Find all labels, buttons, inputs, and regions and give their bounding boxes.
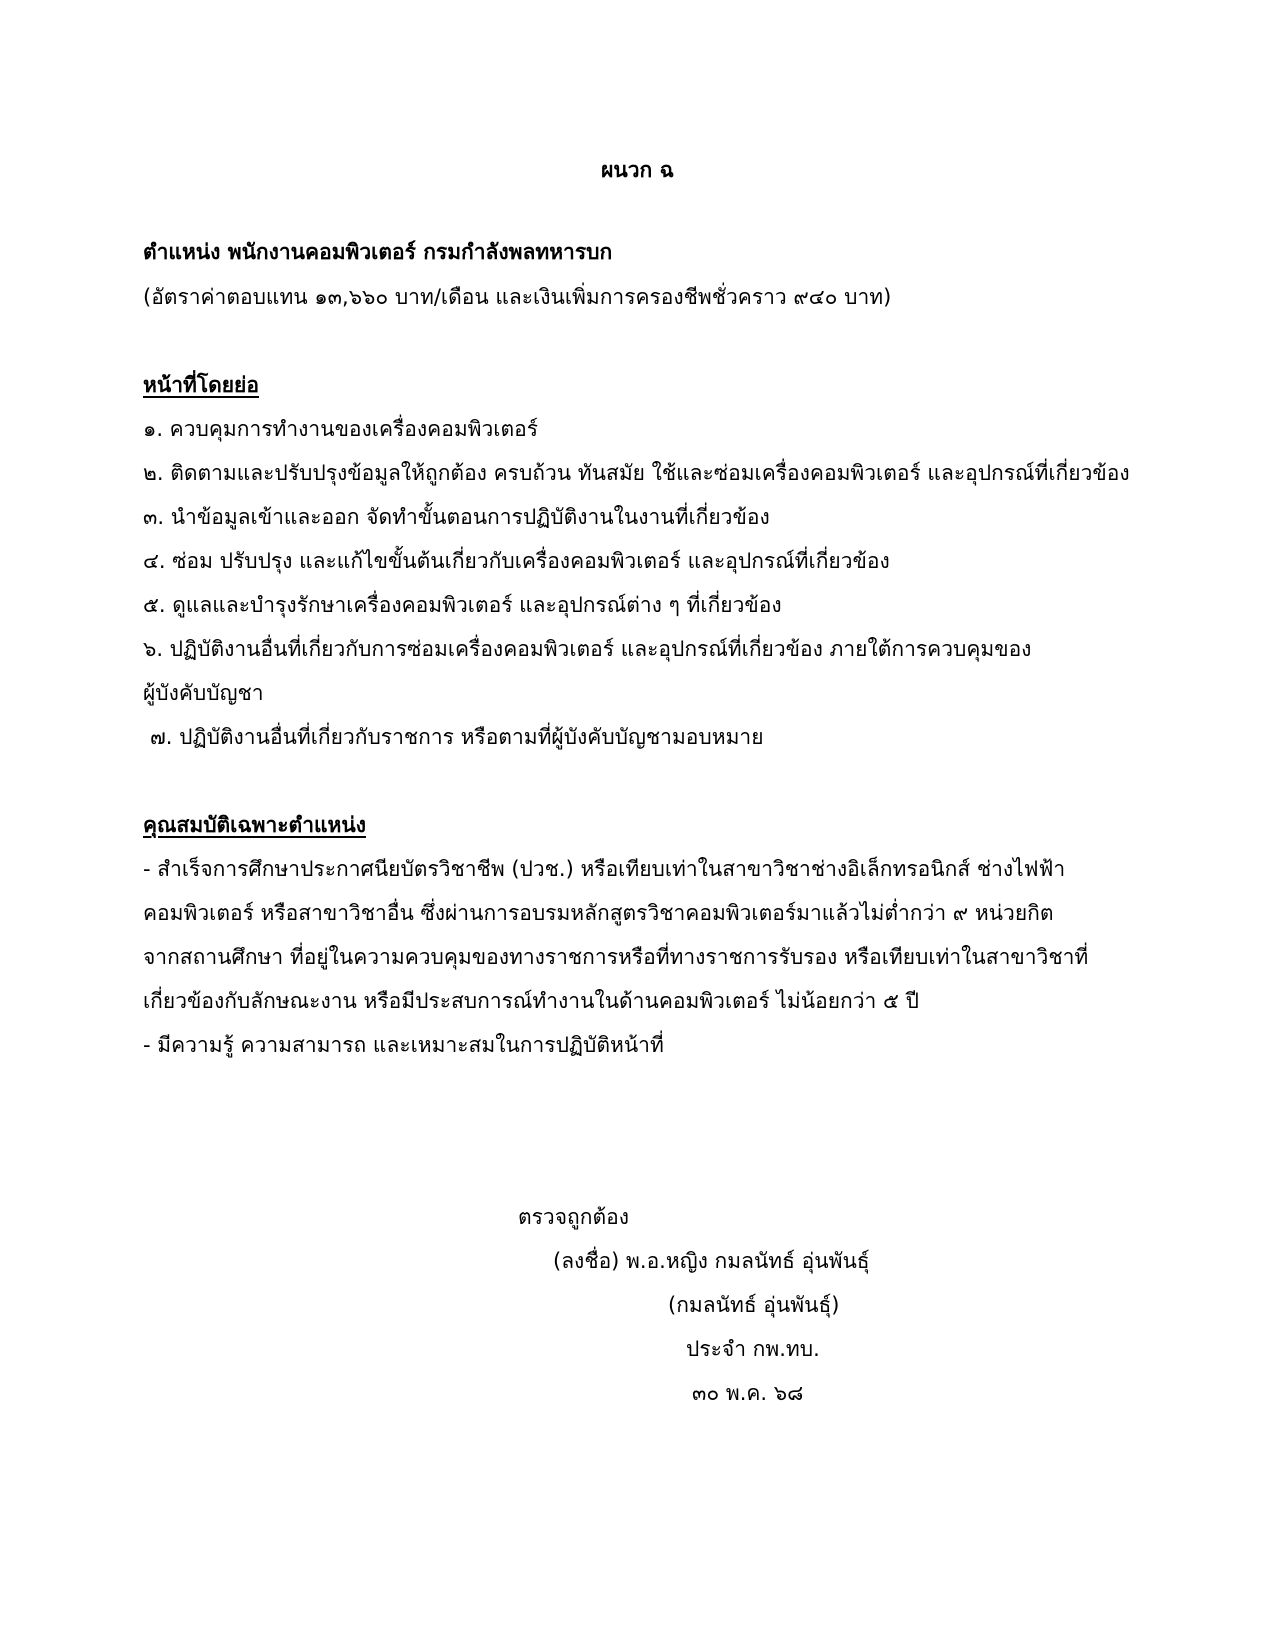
qualification-line-2: คอมพิวเตอร์ หรือสาขาวิชาอื่น ซึ่งผ่านการอบรมหลักสูตรวิชาคอมพิวเตอร์มาแล้วไม่ต่ำกว่า ๙ หน่วยกิต <box>143 901 1054 925</box>
position-title: ตำแหน่ง พนักงานคอมพิวเตอร์ กรมกำลังพลทหารบก <box>143 240 613 264</box>
qualifications-heading: คุณสมบัติเฉพาะตำแหน่ง <box>143 813 366 837</box>
duty-item-5: ๕. ดูแลและบำรุงรักษาเครื่องคอมพิวเตอร์ และอุปกรณ์ต่าง ๆ ที่เกี่ยวข้อง <box>143 593 782 617</box>
qualification-line-1: - สำเร็จการศึกษาประกาศนียบัตรวิชาชีพ (ปวช.) หรือเทียบเท่าในสาขาวิชาช่างอิเล็กทรอนิกส์ ช่างไฟฟ้า <box>143 857 1066 881</box>
office-label: ประจำ กพ.ทบ. <box>686 1337 820 1361</box>
compensation-text: (อัตราค่าตอบแทน ๑๓,๖๖๐ บาท/เดือน และเงินเพิ่มการครองชีพชั่วคราว ๙๔๐ บาท) <box>143 285 892 309</box>
duty-item-6-continuation: ผู้บังคับบัญชา <box>143 681 264 705</box>
duty-item-1: ๑. ควบคุมการทำงานของเครื่องคอมพิวเตอร์ <box>143 417 539 441</box>
duty-item-3: ๓. นำข้อมูลเข้าและออก จัดทำขั้นตอนการปฏิบัติงานในงานที่เกี่ยวข้อง <box>143 505 770 529</box>
duty-item-4: ๔. ซ่อม ปรับปรุง และแก้ไขขั้นต้นเกี่ยวกับเครื่องคอมพิวเตอร์ และอุปกรณ์ที่เกี่ยวข้อง <box>143 549 890 573</box>
duty-item-6: ๖. ปฏิบัติงานอื่นที่เกี่ยวกับการซ่อมเครื่องคอมพิวเตอร์ และอุปกรณ์ที่เกี่ยวข้อง ภายใต้การควบคุมของ <box>143 637 1032 661</box>
date-label: ๓๐ พ.ค. ๖๘ <box>692 1381 804 1405</box>
qualification-line-3: จากสถานศึกษา ที่อยู่ในความควบคุมของทางราชการหรือที่ทางราชการรับรอง หรือเทียบเท่าในสาขาวิชาที่ <box>143 945 1089 969</box>
duties-heading: หน้าที่โดยย่อ <box>143 373 259 397</box>
qualification-line-5: - มีความรู้ ความสามารถ และเหมาะสมในการปฏิบัติหน้าที่ <box>143 1033 664 1057</box>
verified-label: ตรวจถูกต้อง <box>518 1205 629 1229</box>
signature-line: (ลงชื่อ) พ.อ.หญิง กมลนัทธ์ อุ่นพันธุ์ <box>553 1249 870 1273</box>
duty-item-2: ๒. ติดตามและปรับปรุงข้อมูลให้ถูกต้อง ครบถ้วน ทันสมัย ใช้และซ่อมเครื่องคอมพิวเตอร์ และอุปกรณ์ที่เกี่ยวข้อง <box>143 461 1130 485</box>
qualification-line-4: เกี่ยวข้องกับลักษณะงาน หรือมีประสบการณ์ทำงานในด้านคอมพิวเตอร์ ไม่น้อยกว่า ๕ ปี <box>143 989 919 1013</box>
appendix-title: ผนวก ฉ <box>601 158 674 182</box>
printed-name: (กมลนัทธ์ อุ่นพันธุ์) <box>668 1293 840 1317</box>
duty-item-7: ๗. ปฏิบัติงานอื่นที่เกี่ยวกับราชการ หรือตามที่ผู้บังคับบัญชามอบหมาย <box>150 725 764 749</box>
